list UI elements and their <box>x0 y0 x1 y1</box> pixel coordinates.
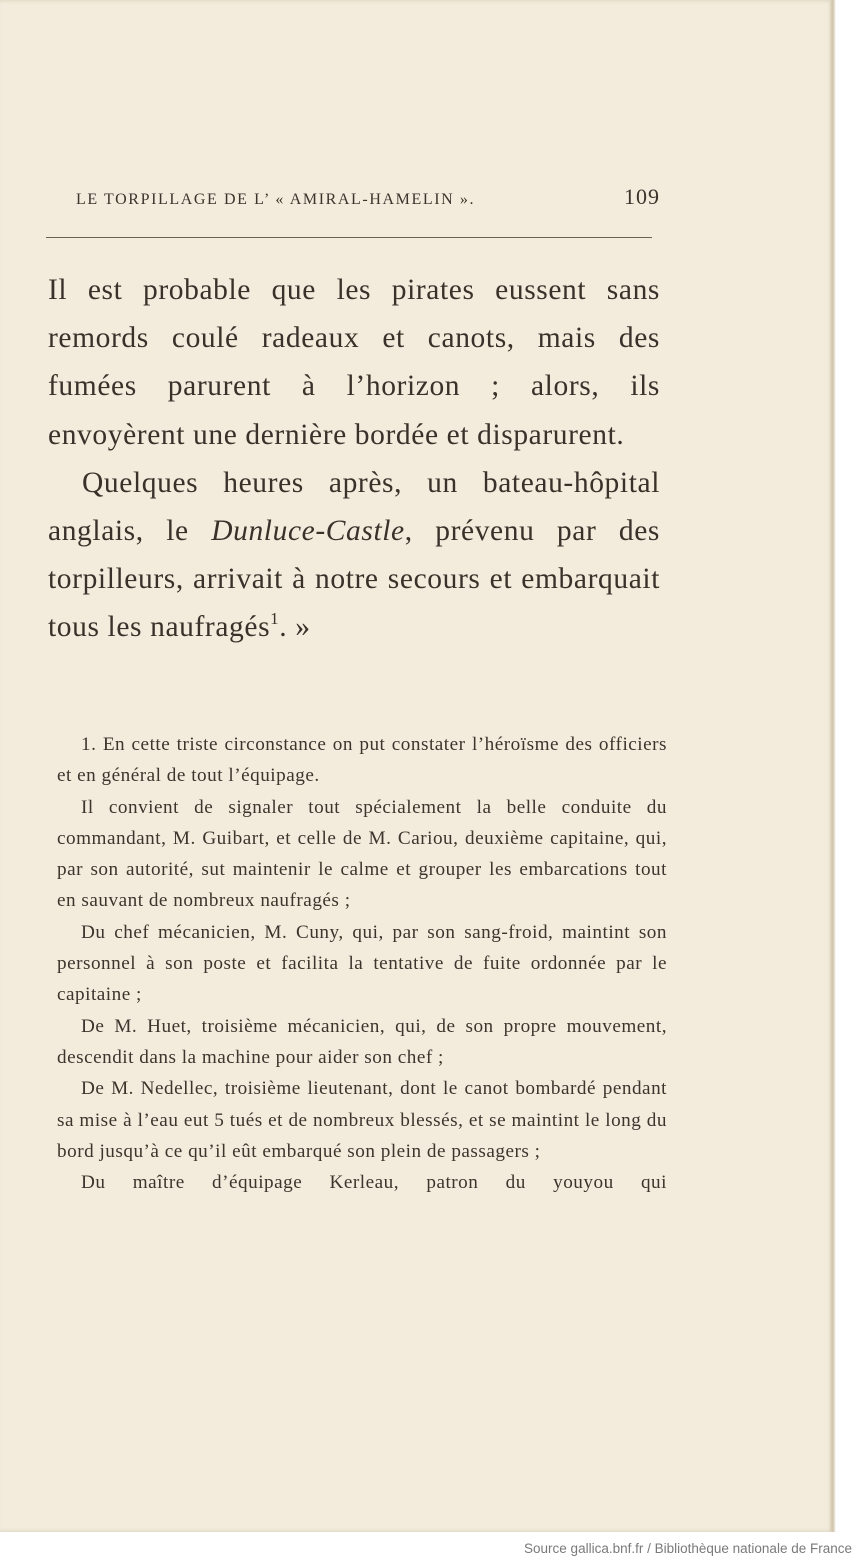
source-credit: Source gallica.bnf.fr / Bibliothèque nationale de France <box>524 1541 852 1556</box>
text-span: , prévenu par des torpilleurs, arrivait à notre secours et embarquait tous les naufragés <box>48 515 660 644</box>
footnote-paragraph <box>57 729 667 792</box>
header-rule <box>46 237 652 238</box>
footnote-paragraph: Du maître d’équipage Kerleau, patron du youyou qui <box>81 1172 667 1194</box>
text-span: Quelques heures après, un bateau-hôpital anglais, le <box>48 466 660 548</box>
text-span: En cette triste circonstance on put constater l’héroïsme des officiers et en général de tout l’équipage. <box>57 734 667 787</box>
running-title: LE TORPILLAGE DE L’ « AMIRAL-HAMELIN ». <box>76 191 476 208</box>
body-paragraph <box>48 459 660 652</box>
page-edge <box>830 0 836 1532</box>
footnote-paragraph: Il convient de signaler tout spécialement la belle conduite du commandant, M. Guibart, et celle de M. Cariou, deuxième capitaine, qui, par son autorité, sut maintenir le calme et grouper les embarcations tout en sauvant de nombreux naufragés ; <box>57 796 667 912</box>
footnote-paragraph: De M. Nedellec, troisième lieutenant, dont le canot bombardé pendant sa mise à l’eau eut 5 tués et de nombreux blessés, et se maintint le long du bord jusqu’à ce qu’il eût embarqué son plein de passagers ; <box>57 1078 667 1162</box>
running-head <box>76 184 660 210</box>
footnote-number: 1. <box>81 734 97 755</box>
main-text <box>48 266 660 652</box>
footnote-paragraph: De M. Huet, troisième mécanicien, qui, de son propre mouvement, descendit dans la machine pour aider son chef ; <box>57 1015 667 1068</box>
page-number: 109 <box>624 184 660 209</box>
text-span: . » <box>279 611 311 644</box>
footnote-paragraph: Du chef mécanicien, M. Cuny, qui, par son sang-froid, maintint son personnel à son poste et facilita la tentative de fuite ordonnée par le capitaine ; <box>57 921 667 1006</box>
body-paragraph: Il est probable que les pirates eussent sans remords coulé radeaux et canots, mais des fumées parurent à l’horizon ; alors, ils envoyèrent une dernière bordée et disparurent. <box>48 274 660 451</box>
ship-name: Dunluce-Castle <box>211 515 405 548</box>
footnote-reference: 1 <box>270 609 280 629</box>
footnote <box>57 729 667 1198</box>
